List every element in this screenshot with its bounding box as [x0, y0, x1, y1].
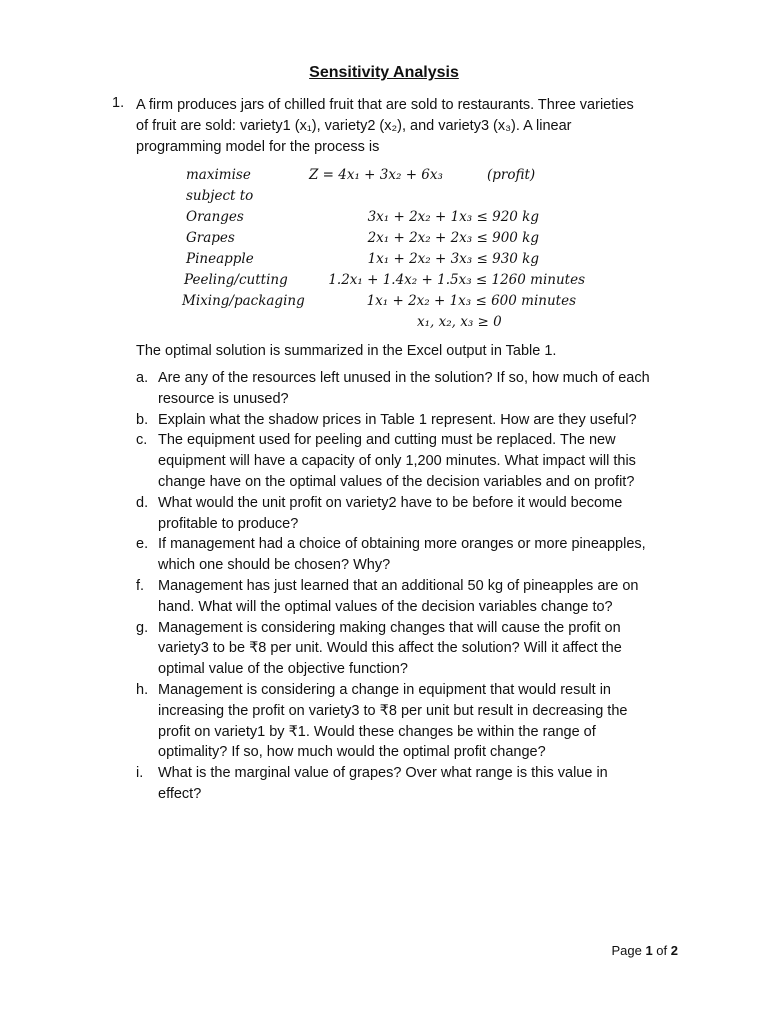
- sub-question: [136, 576, 677, 618]
- page-footer: [611, 943, 678, 958]
- sub-question-line: optimal value of the objective function?: [158, 661, 408, 678]
- sub-question: [136, 534, 677, 576]
- question-number: 1.: [112, 95, 125, 111]
- constraint-label: Pineapple: [186, 251, 254, 267]
- intro-line: of fruit are sold: variety1 (x₁), variety2 (x₂), and variety3 (x₃). A linear: [136, 118, 572, 134]
- footer-prefix: Page: [611, 943, 646, 958]
- constraint-expression: 1.2x₁ + 1.4x₂ + 1.5x₃ ≤ 1260 minutes: [328, 272, 585, 288]
- sub-question: [136, 368, 677, 410]
- sub-question-line: profit on variety1 by ₹1. Would these changes be within the range of: [158, 723, 596, 740]
- constraint-expression: 3x₁ + 2x₂ + 1x₃ ≤ 920 kg: [367, 209, 539, 225]
- intro-line: A firm produces jars of chilled fruit that are sold to restaurants. Three varieties: [136, 97, 634, 113]
- constraint-expression: 2x₁ + 2x₂ + 2x₃ ≤ 900 kg: [367, 230, 539, 246]
- sub-question: [136, 493, 677, 535]
- sub-question: [136, 680, 677, 763]
- sub-question-letter: c.: [136, 432, 148, 449]
- question-intro: [136, 95, 677, 158]
- constraint-label: Mixing/packaging: [182, 293, 305, 309]
- sub-question-line: Are any of the resources left unused in the solution? If so, how much of each: [158, 370, 650, 386]
- objective-function: Z = 4x₁ + 3x₂ + 6x₃: [309, 167, 443, 183]
- sub-question-line: profitable to produce?: [158, 515, 299, 532]
- nonnegativity-constraint: x₁, x₂, x₃ ≥ 0: [417, 314, 502, 330]
- sub-question-line: What is the marginal value of grapes? Over what range is this value in: [158, 765, 608, 782]
- sub-question-line: which one should be chosen? Why?: [158, 557, 391, 574]
- sub-question-line: hand. What will the optimal values of the decision variables change to?: [158, 598, 613, 615]
- objective-note: (profit): [487, 167, 536, 183]
- constraint-label: Oranges: [186, 209, 244, 225]
- sub-question-line: change have on the optimal values of the decision variables and on profit?: [158, 473, 635, 490]
- sub-question: [136, 618, 677, 680]
- sub-question-line: Management is considering making changes that will cause the profit on: [158, 619, 621, 636]
- sub-question-letter: h.: [136, 681, 149, 698]
- sub-question: [136, 410, 677, 431]
- footer-middle: of: [652, 943, 671, 958]
- sub-question-line: increasing the profit on variety3 to ₹8 per unit but result in decreasing the: [158, 702, 628, 719]
- sub-question-list: [136, 368, 677, 805]
- sub-question-letter: d.: [136, 494, 149, 511]
- sub-question-letter: f.: [136, 577, 145, 594]
- constraint-label: Peeling/cutting: [184, 272, 288, 288]
- sub-question-line: What would the unit profit on variety2 have to be before it would become: [158, 494, 623, 511]
- footer-total-pages: 2: [670, 943, 678, 958]
- sub-question-line: optimality? If so, how much would the optimal profit change?: [158, 744, 546, 761]
- sub-question-line: Explain what the shadow prices in Table 1 represent. How are they useful?: [158, 411, 637, 428]
- sub-question-line: variety3 to be ₹8 per unit. Would this affect the solution? Will it affect the: [158, 640, 622, 657]
- sub-question: [136, 430, 677, 492]
- sub-question-letter: i.: [136, 765, 144, 782]
- sub-question-line: equipment will have a capacity of only 1,200 minutes. What impact will this: [158, 453, 636, 470]
- intro-line: programming model for the process is: [136, 139, 380, 155]
- constraint-label: Grapes: [186, 230, 235, 246]
- constraint-expression: 1x₁ + 2x₂ + 1x₃ ≤ 600 minutes: [366, 293, 576, 309]
- objective-label: maximise: [186, 167, 251, 183]
- optimal-solution-text: The optimal solution is summarized in the Excel output in Table 1.: [136, 343, 557, 359]
- sub-question-letter: g.: [136, 619, 149, 636]
- sub-question-line: The equipment used for peeling and cutting must be replaced. The new: [158, 432, 616, 449]
- sub-question-letter: b.: [136, 411, 149, 428]
- sub-question-line: If management had a choice of obtaining more oranges or more pineapples,: [158, 536, 646, 553]
- sub-question-line: Management has just learned that an additional 50 kg of pineapples are on: [158, 577, 639, 594]
- subject-to-label: subject to: [186, 188, 254, 204]
- sub-question-letter: e.: [136, 536, 149, 553]
- sub-question-line: resource is unused?: [158, 390, 289, 407]
- page-title: Sensitivity Analysis: [309, 64, 459, 81]
- footer-current-page: 1: [645, 943, 653, 958]
- sub-question-line: Management is considering a change in equipment that would result in: [158, 681, 611, 698]
- sub-question: [136, 763, 677, 805]
- sub-question-letter: a.: [136, 370, 149, 386]
- constraint-expression: 1x₁ + 2x₂ + 3x₃ ≤ 930 kg: [367, 251, 539, 267]
- sub-question-line: effect?: [158, 785, 202, 802]
